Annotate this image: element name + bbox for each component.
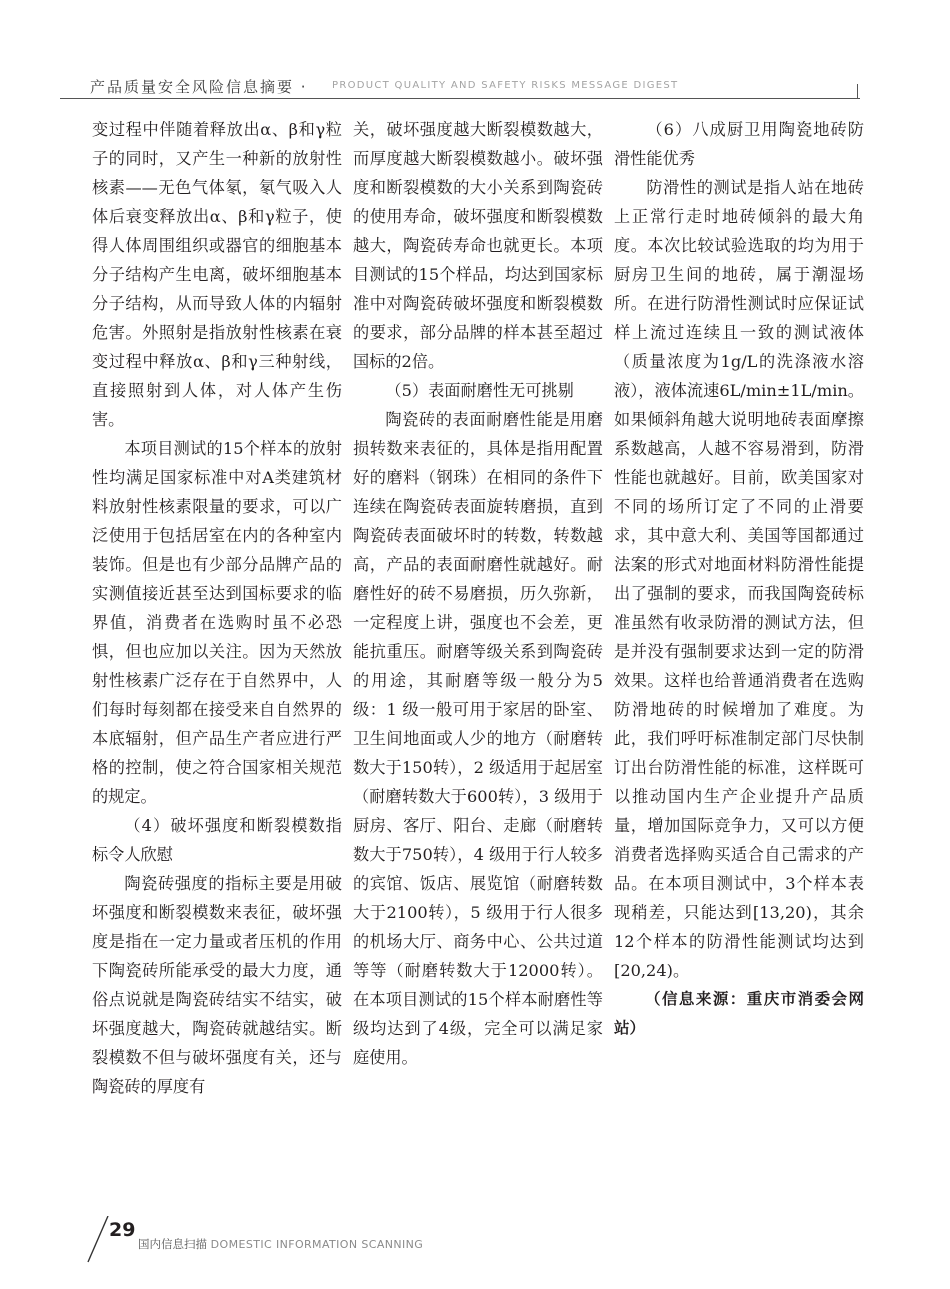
footer-section-en: DOMESTIC INFORMATION SCANNING: [210, 1238, 424, 1251]
section-heading: （4）破坏强度和断裂模数指标令人欣慰: [92, 816, 342, 864]
paragraph: 陶瓷砖的表面耐磨性能是用磨损转数来表征的，具体是指用配置好的磨料（钢珠）在相同的条件下连续在陶瓷砖表面旋转磨损，直到陶瓷砖表面破坏时的转数，转数越高，产品的表面耐磨性就越好。耐磨性好的砖不易磨损，历久弥新，一定程度上讲，强度也不会差，更能抗重压。耐磨等级关系到陶瓷砖的用途，其耐磨等级一般分为5级：1 级一般可用于家居的卧室、卫生间地面或人少的地方（耐磨转数大于150转），2 级适用于起居室（耐磨转数大于600转），3 级用于厨房、客厅、阳台、走廊（耐磨转数大于750转），4 级用于行人较多的宾馆、饭店、展览馆（耐磨转数大于2100转），5 级用于行人很多的机场大厅、商务中心、公共过道等等（耐磨转数大于12000转）。在本项目测试的15个样本耐磨性等级均达到了4级，完全可以满足家庭使用。: [353, 410, 603, 1067]
header-rule-tick: [857, 84, 858, 99]
header-rule: [60, 98, 860, 99]
section-heading: （5）表面耐磨性无可挑剔: [385, 381, 574, 400]
paragraph: 本项目测试的15个样本的放射性均满足国家标准中对A类建筑材料放射性核素限量的要求，可以广泛使用于包括居室在内的各种室内装饰。但是也有少部分品牌产品的实测值接近甚至达到国标要求的临界值，消费者在选购时虽不必恐惧，但也应加以关注。因为天然放射性核素广泛存在于自然界中，人们每时每刻都在接受来自自然界的本底辐射，但产品生产者应进行严格的控制，使之符合国家相关规范的规定。: [92, 439, 342, 806]
header-title-en: PRODUCT QUALITY AND SAFETY RISKS MESSAGE DIGEST: [332, 80, 679, 91]
text-column-3: [614, 115, 864, 1043]
running-header: [90, 74, 860, 100]
paragraph: 关，破坏强度越大断裂模数越大，而厚度越大断裂模数越小。破坏强度和断裂模数的大小关系到陶瓷砖的使用寿命，破坏强度和断裂模数越大，陶瓷砖寿命也就更长。本项目测试的15个样品，均达到国家标准中对陶瓷砖破坏强度和断裂模数的要求，部分品牌的样本甚至超过国标的2倍。: [353, 120, 603, 371]
text-column-2: [353, 115, 603, 1072]
paragraph: 变过程中伴随着释放出α、β和γ粒子的同时，又产生一种新的放射性核素——无色气体氡，氡气吸入人体后衰变释放出α、β和γ粒子，使得人体周围组织或器官的细胞基本分子结构产生电离，破坏细胞基本分子结构，从而导致人体的内辐射危害。外照射是指放射性核素在衰变过程中释放α、β和γ三种射线，直接照射到人体，对人体产生伤害。: [92, 120, 342, 429]
source-note: （信息来源：重庆市消委会网站）: [614, 990, 864, 1037]
footer-section-label: [138, 1236, 423, 1252]
section-heading: （6）八成厨卫用陶瓷地砖防滑性能优秀: [614, 120, 864, 168]
paragraph: 防滑性的测试是指人站在地砖上正常行走时地砖倾斜的最大角度。本次比较试验选取的均为用于厨房卫生间的地砖，属于潮湿场所。在进行防滑性测试时应保证试样上流过连续且一致的测试液体（质量浓度为1g/L的洗涤液水溶液），液体流速6L/min±1L/min。如果倾斜角越大说明地砖表面摩擦系数越高，人越不容易滑到，防滑性能也就越好。目前，欧美国家对不同的场所订定了不同的止滑要求，其中意大利、美国等国都通过法案的形式对地面材料防滑性能提出了强制的要求，而我国陶瓷砖标准虽然有收录防滑的测试方法，但是并没有强制要求达到一定的防滑效果。这样也给普通消费者在选购防滑地砖的时候增加了难度。为此，我们呼吁标准制定部门尽快制订出台防滑性能的标准，这样既可以推动国内生产企业提升产品质量，增加国际竞争力，又可以方便消费者选择购买适合自己需求的产品。在本项目测试中，3个样本表现稍差，只能达到[13,20)，其余12个样本的防滑性能测试均达到[20,24)。: [614, 178, 864, 980]
paragraph: 陶瓷砖强度的指标主要是用破坏强度和断裂模数来表征，破坏强度是指在一定力量或者压机的作用下陶瓷砖所能承受的最大力度，通俗点说就是陶瓷砖结实不结实，破坏强度越大，陶瓷砖就越结实。断裂模数不但与破坏强度有关，还与陶瓷砖的厚度有: [92, 874, 342, 1096]
header-title-cn: 产品质量安全风险信息摘要 ·: [90, 78, 308, 96]
text-column-1: [92, 115, 342, 1101]
page-number: 29: [109, 1219, 136, 1241]
footer-section-cn: 国内信息扫描: [138, 1237, 207, 1251]
